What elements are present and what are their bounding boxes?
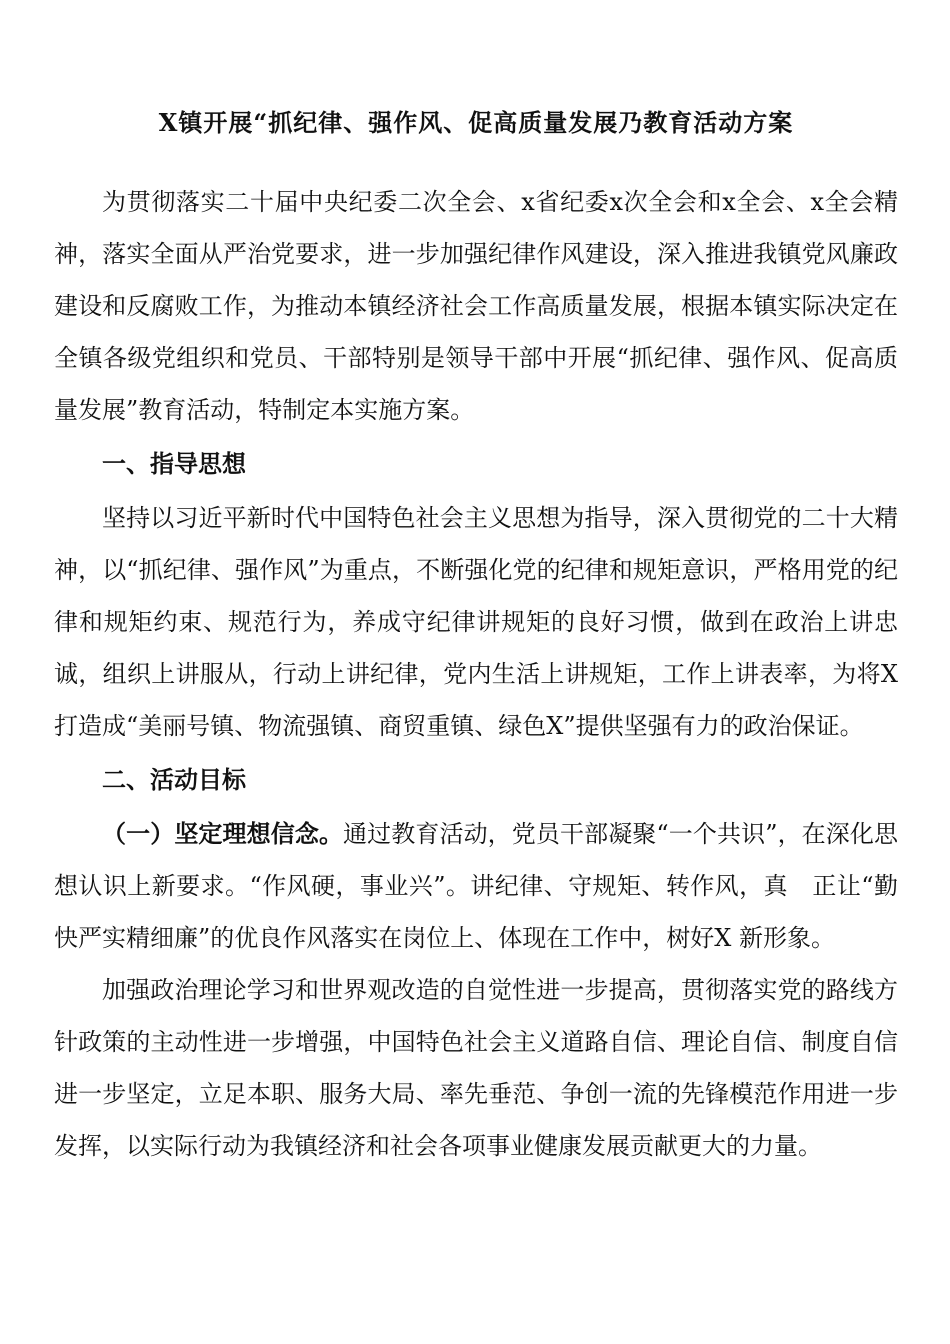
- goal-item-paragraph: [54, 808, 898, 964]
- goal-item-label: （一）坚定理想信念。: [102, 819, 344, 848]
- guiding-ideology-paragraph: 坚持以习近平新时代中国特色社会主义思想为指导，深入贯彻党的二十大精神，以“抓纪律、强作风”为重点，不断强化党的纪律和规矩意识，严格用党的纪律和规矩约束、规范行为，养成守纪律讲规矩的良好习惯，做到在政治上讲忠诚，组织上讲服从，行动上讲纪律，党内生活上讲规矩，工作上讲表率，为将X打造成“美丽号镇、物流强镇、商贸重镇、绿色X”提供坚强有力的政治保证。: [54, 504, 898, 740]
- section-heading-guiding-ideology: 一、指导思想: [102, 449, 246, 478]
- intro-paragraph: 为贯彻落实二十届中央纪委二次全会、x省纪委x次全会和x全会、x全会精神，落实全面从严治党要求，进一步加强纪律作风建设，深入推进我镇党风廉政建设和反腐败工作，为推动本镇经济社会工作高质量发展，根据本镇实际决定在全镇各级党组织和党员、干部特别是领导干部中开展“抓纪律、强作风、促高质量发展”教育活动，特制定本实施方案。: [54, 188, 898, 424]
- section-heading-activity-goals: 二、活动目标: [102, 765, 246, 794]
- goal-item-body: 通过教育活动，党员干部凝聚“一个共识”，在深化思想认识上新要求。“作风硬，事业兴”。讲纪律、守规矩、转作风，真 正让“勤快严实精细廉”的优良作风落实在岗位上、体现在工作中，树好X 新形象。: [54, 820, 898, 952]
- document-title: X镇开展“抓纪律、强作风、促高质量发展乃教育活动方案: [158, 108, 794, 137]
- goals-detail-paragraph: 加强政治理论学习和世界观改造的自觉性进一步提高，贯彻落实党的路线方针政策的主动性进一步增强，中国特色社会主义道路自信、理论自信、制度自信进一步坚定，立足本职、服务大局、率先垂范、争创一流的先锋模范作用进一步发挥，以实际行动为我镇经济和社会各项事业健康发展贡献更大的力量。: [54, 976, 898, 1160]
